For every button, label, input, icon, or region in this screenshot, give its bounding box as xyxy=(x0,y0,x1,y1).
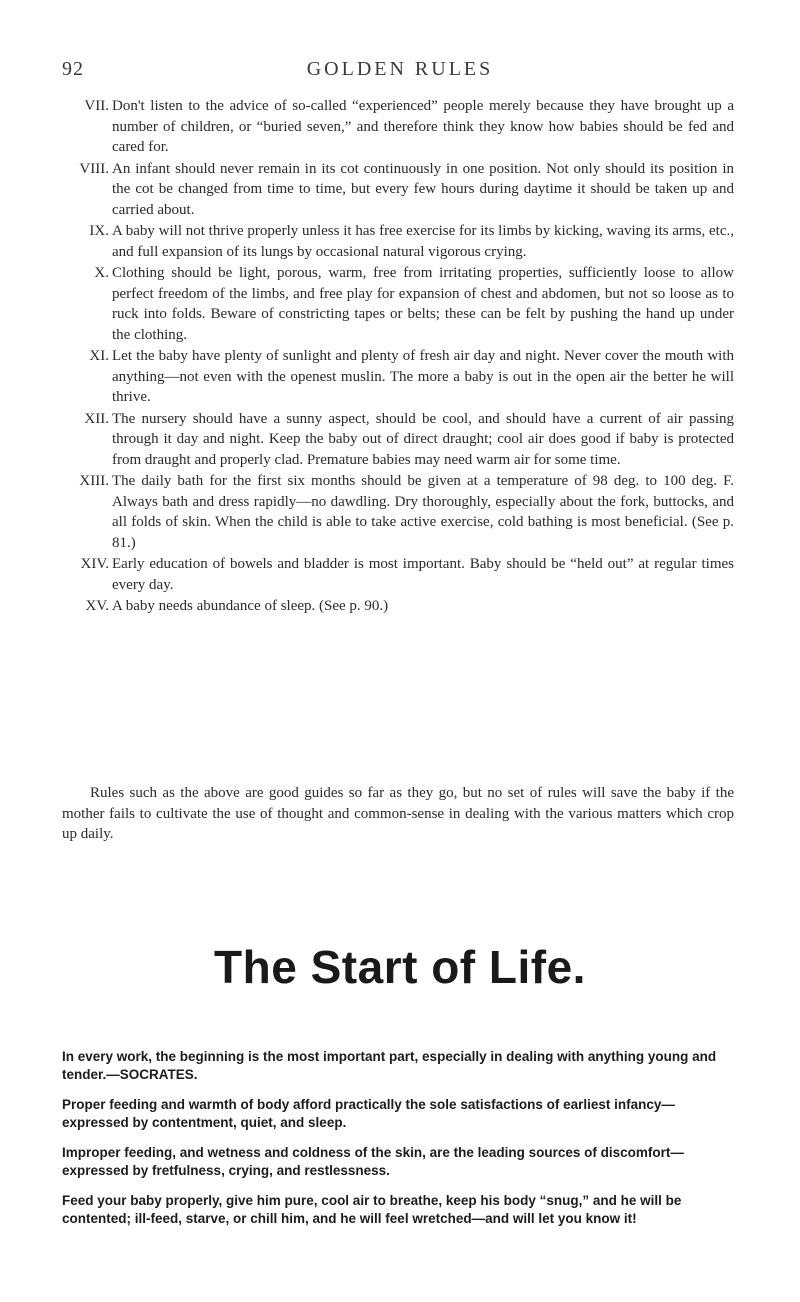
rule-text: A baby needs abundance of sleep. (See p. 90.) xyxy=(112,598,389,614)
rule-text: An infant should never remain in its cot continuously in one position. Not only should its position in the cot be changed from time to time, but every few hours during daytime it should be taken up and carried about. xyxy=(112,160,734,218)
rule-number: XII. xyxy=(84,410,109,427)
rule-text: Let the baby have plenty of sunlight and plenty of fresh air day and night. Never cover the mouth with anything—not even with the openest muslin. The more a baby is out in the open air the better he will thrive. xyxy=(112,348,734,405)
section-title: The Start of Life. xyxy=(214,941,586,993)
rule-text: The daily bath for the first six months should be given at a temperature of 98 deg. to 100 deg. F. Always bath and dress rapidly—no dawdling. Dry thoroughly, especially about the fork, buttocks, and all folds of skin. When the child is able to take active exercise, cold bathing is most beneficial. (See p. 81.) xyxy=(112,473,734,551)
rule-number: XIV. xyxy=(80,556,109,572)
rule-item xyxy=(0,471,800,553)
rule-text: Don't listen to the advice of so-called “experienced” people merely because they have brought up a number of children, or “buried seven,” and therefore think they know how babies should be fed and cared for. xyxy=(112,98,734,155)
rule-text: The nursery should have a sunny aspect, should be cool, and should have a current of air passing through it day and night. Keep the baby out of direct draught; cool air does good if baby is protected from draught and properly clad. Premature babies may need warm air for some time. xyxy=(112,410,734,468)
maxim-paragraph: Proper feeding and warmth of body afford practically the sole satisfactions of earliest infancy—expressed by contentment, quiet, and sleep. xyxy=(62,1097,675,1130)
rule-number: VII. xyxy=(84,98,109,114)
maxim-paragraph: Feed your baby properly, give him pure, cool air to breathe, keep his body “snug,” and he will be contented; ill-feed, starve, or chill him, and he will feel wretched—and will let you know it! xyxy=(62,1193,682,1226)
closing-paragraph: Rules such as the above are good guides so far as they go, but no set of rules will save the baby if the mother fails to cultivate the use of thought and common-sense in dealing with the various matters which crop up daily. xyxy=(62,785,734,842)
maxim-paragraph: In every work, the beginning is the most important part, especially in dealing with anything young and tender.—SOCRATES. xyxy=(62,1049,717,1082)
rule-item xyxy=(0,409,800,471)
rule-text: A baby will not thrive properly unless it has free exercise for its limbs by kicking, waving its arms, etc., and full expansion of its lungs by occasional natural vigorous crying. xyxy=(112,223,734,260)
rule-number: XI. xyxy=(89,348,109,364)
rule-item xyxy=(0,263,800,345)
page-header xyxy=(0,58,800,88)
maxim-paragraph: Improper feeding, and wetness and coldness of the skin, are the leading sources of discomfort—expressed by fretfulness, crying, and restlessness. xyxy=(62,1145,684,1178)
rule-item xyxy=(0,221,800,262)
rule-number: IX. xyxy=(89,223,109,239)
page-number: 92 xyxy=(62,58,84,80)
rule-item xyxy=(0,96,800,158)
rule-number: XV. xyxy=(85,598,109,614)
rule-item xyxy=(0,159,800,221)
rule-number: X. xyxy=(94,265,109,281)
rule-number: VIII. xyxy=(79,160,109,177)
rule-text: Clothing should be light, porous, warm, free from irritating properties, sufficiently loose to allow perfect freedom of the limbs, and free play for expansion of chest and abdomen, but not so loose as to ruck into folds. Beware of constricting tapes or belts; these can be felt by pushing the hand up under the clothing. xyxy=(112,265,734,343)
rule-item xyxy=(0,554,800,595)
rule-number: XIII. xyxy=(79,473,109,489)
rule-item xyxy=(0,596,800,617)
rule-item xyxy=(0,346,800,408)
running-head: GOLDEN RULES xyxy=(306,58,494,80)
maxims-list xyxy=(62,1048,734,1240)
rule-text: Early education of bowels and bladder is most important. Baby should be “held out” at regular times every day. xyxy=(112,556,734,593)
rules-list xyxy=(0,96,800,618)
